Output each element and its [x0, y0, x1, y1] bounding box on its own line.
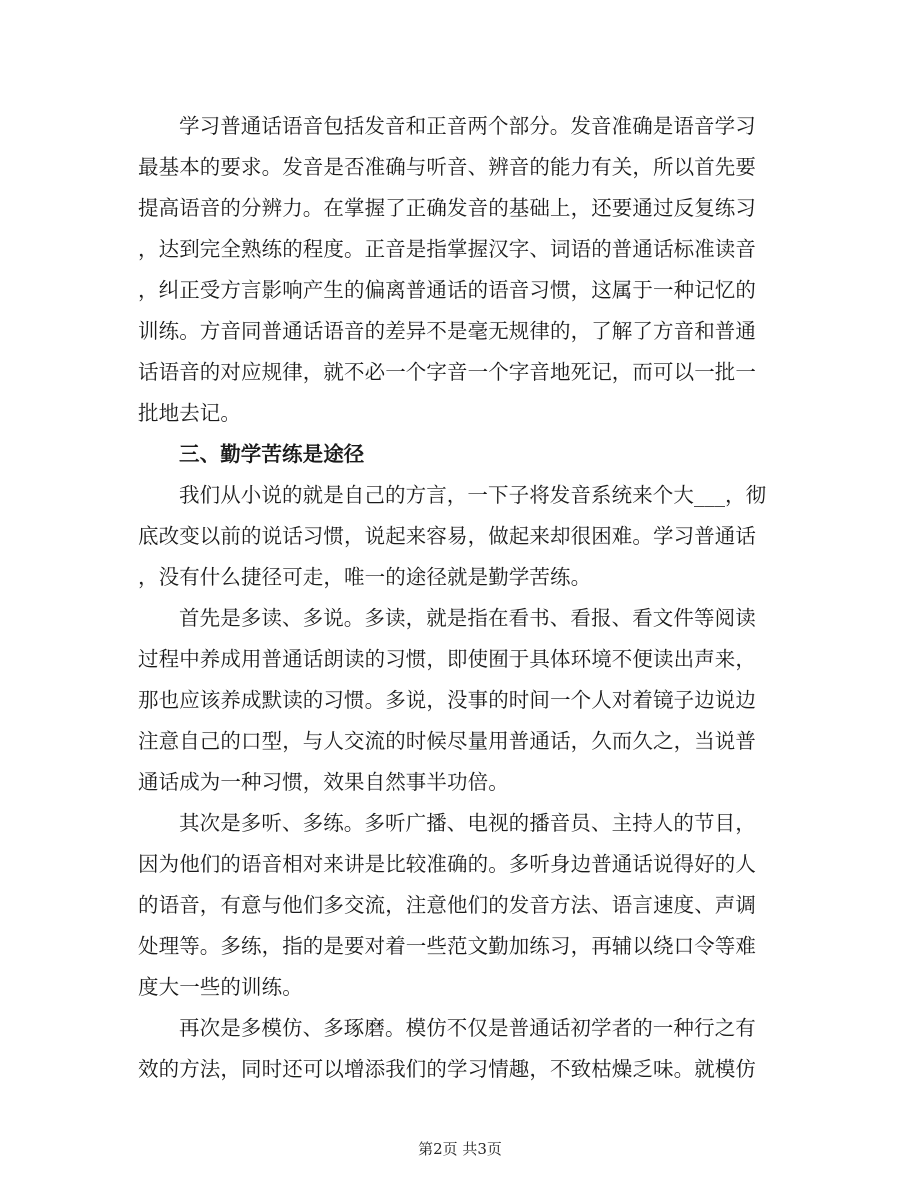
paragraph-line: 我们从小说的就是自己的方言，一下子将发音系统来个大___，彻 — [179, 483, 767, 507]
paragraph-line: 最基本的要求。发音是否准确与听音、辨音的能力有关，所以首先要 — [138, 155, 756, 179]
paragraph-line: 注意自己的口型，与人交流的时候尽量用普通话，久而久之，当说普 — [138, 729, 756, 753]
paragraph-line: 首先是多读、多说。多读，就是指在看书、看报、看文件等阅读 — [179, 606, 756, 630]
paragraph-line: 的语音，有意与他们多交流，注意他们的发音方法、语言速度、声调 — [138, 893, 756, 917]
paragraph-line: ，达到完全熟练的程度。正音是指掌握汉字、词语的普通话标准读音 — [138, 237, 756, 261]
paragraph-line: 因为他们的语音相对来讲是比较准确的。多听身边普通话说得好的人 — [138, 852, 756, 876]
paragraph-line: 度大一些的训练。 — [138, 975, 303, 999]
paragraph-line: 话语音的对应规律，就不必一个字音一个字音地死记，而可以一批一 — [138, 360, 756, 384]
paragraph-line: 通话成为一种习惯，效果自然事半功倍。 — [138, 770, 509, 794]
paragraph-line: 学习普通话语音包括发音和正音两个部分。发音准确是语音学习 — [179, 114, 756, 138]
paragraph-line: 那也应该养成默读的习惯。多说，没事的时间一个人对着镜子边说边 — [138, 688, 756, 712]
paragraph-line: 批地去记。 — [138, 401, 241, 425]
paragraph-line: 处理等。多练，指的是要对着一些范文勤加练习，再辅以绕口令等难 — [138, 934, 756, 958]
document-body — [138, 106, 778, 1090]
section-heading: 三、勤学苦练是途径 — [179, 442, 365, 466]
paragraph-line: 提高语音的分辨力。在掌握了正确发音的基础上，还要通过反复练习 — [138, 196, 756, 220]
paragraph-line: 其次是多听、多练。多听广播、电视的播音员、主持人的节目， — [179, 811, 756, 835]
paragraph-line: ，没有什么捷径可走，唯一的途径就是勤学苦练。 — [138, 565, 592, 589]
paragraph-line: ，纠正受方言影响产生的偏离普通话的语音习惯，这属于一种记忆的 — [138, 278, 756, 302]
paragraph-line: 效的方法，同时还可以增添我们的学习情趣，不致枯燥乏味。就模仿 — [138, 1057, 756, 1081]
page-number: 第2页 共3页 — [418, 1140, 502, 1158]
paragraph-line: 过程中养成用普通话朗读的习惯，即使囿于具体环境不便读出声来， — [138, 647, 756, 671]
paragraph-line: 训练。方音同普通话语音的差异不是毫无规律的，了解了方音和普通 — [138, 319, 756, 343]
paragraph-line: 底改变以前的说话习惯，说起来容易，做起来却很困难。学习普通话 — [138, 524, 756, 548]
paragraph-line: 再次是多模仿、多琢磨。模仿不仅是普通话初学者的一种行之有 — [179, 1016, 756, 1040]
